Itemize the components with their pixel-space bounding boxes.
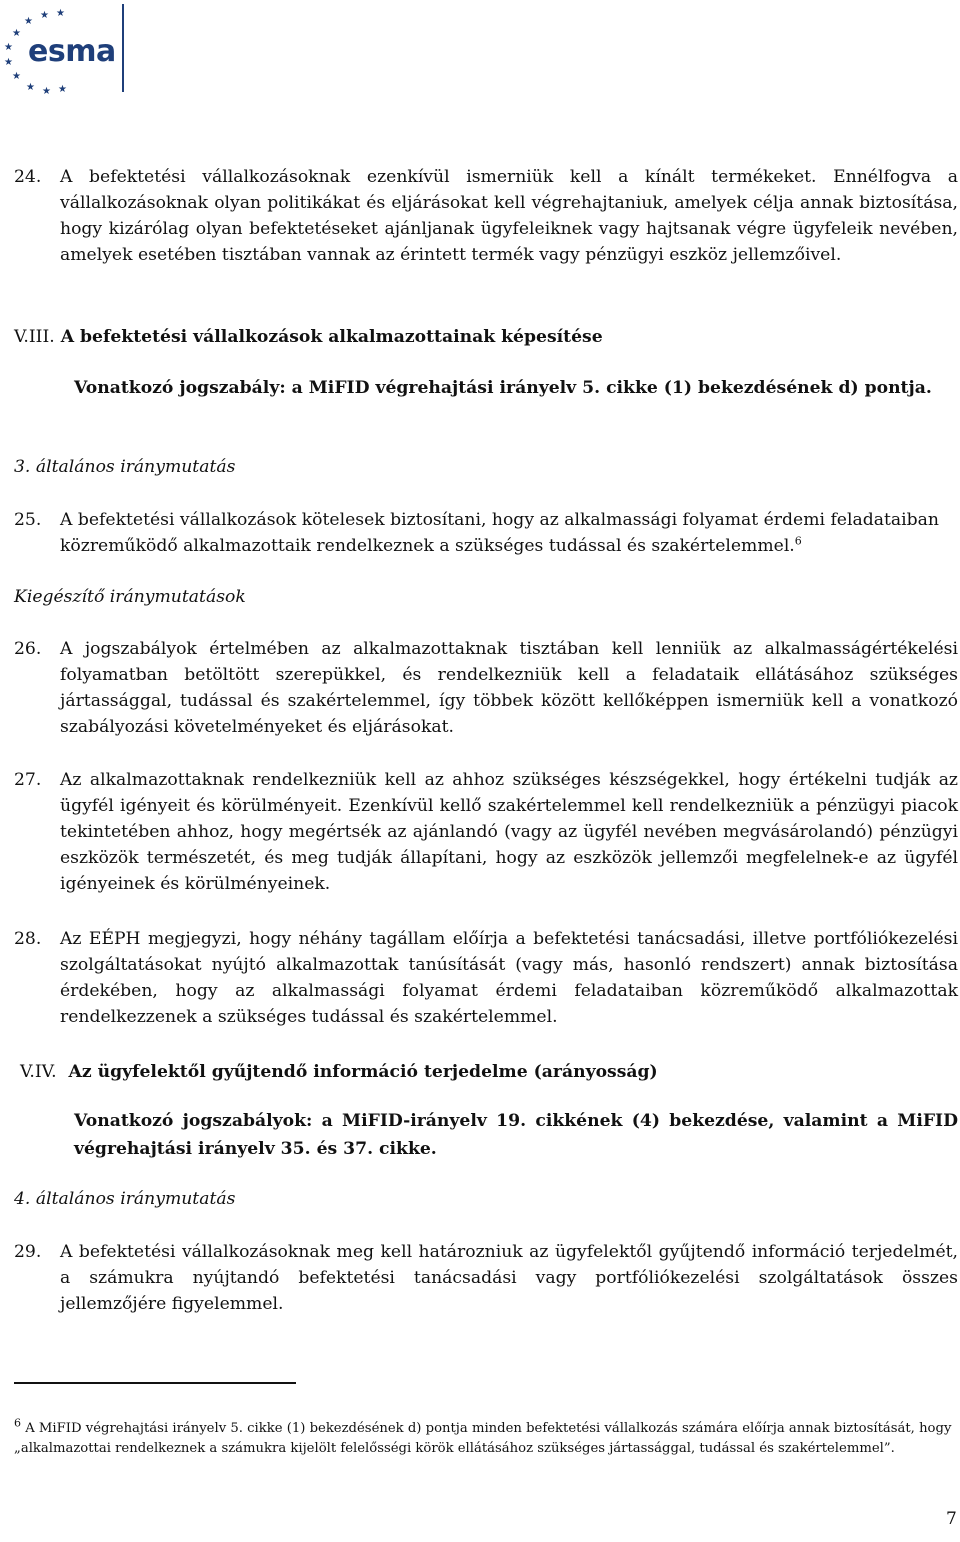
svg-text:★: ★ bbox=[56, 8, 65, 19]
legal-reference-v4: Vonatkozó jogszabályok: a MiFID-irányelv 19. cikkének (4) bekezdése, valamint a MiFID végrehajtási irányelv 35. és 37. cikke. bbox=[74, 1111, 958, 1159]
paragraph-number: 26. bbox=[14, 639, 42, 659]
guideline-heading-3: 3. általános iránymutatás bbox=[14, 457, 236, 477]
svg-text:★: ★ bbox=[4, 57, 13, 68]
section-number: V.IV. bbox=[20, 1062, 57, 1082]
svg-text:★: ★ bbox=[24, 16, 33, 27]
svg-text:★: ★ bbox=[42, 86, 51, 96]
paragraph-text: Az alkalmazottaknak rendelkezniük kell az ahhoz szükséges készségekkel, hogy értékelni tudják az ügyfél igényeit és körülményeit. Ezenkívül kellő szakértelemmel kell rendelkezniük a pénzügyi piacok tekintetében ahhoz, hogy megértsék az ajánlandó (vagy az ügyfél nevében megvásárolandó) pénzügyi eszközök természetét, és meg tudják állapítani, hogy az eszközök jellemzői megfelelnek-e az ügyfél igényeinek és körülményeinek. bbox=[60, 770, 958, 894]
paragraph-number: 29. bbox=[14, 1242, 42, 1262]
paragraph-26 bbox=[14, 636, 958, 740]
footnote-number: 6 bbox=[14, 1416, 21, 1430]
logo-divider bbox=[122, 4, 124, 92]
paragraph-number: 27. bbox=[14, 770, 42, 790]
footnote-reference[interactable]: 6 bbox=[794, 534, 802, 548]
section-number: V.III. bbox=[14, 327, 55, 347]
paragraph-text: A befektetési vállalkozásoknak meg kell határozniuk az ügyfelektől gyűjtendő információ terjedelmét, a számukra nyújtandó befektetési tanácsadási vagy portfóliókezelési szolgáltatások összes jellemzőjére figyelemmel. bbox=[60, 1242, 958, 1314]
svg-text:★: ★ bbox=[58, 84, 67, 95]
svg-text:★: ★ bbox=[4, 42, 13, 53]
paragraph-text: Az EÉPH megjegyzi, hogy néhány tagállam előírja a befektetési tanácsadási, illetve portfóliókezelési szolgáltatásokat nyújtó alkalmazottak tanúsítását (vagy más, hasonló rendszert) annak biztosítása érdekében, hogy az alkalmassági folyamat érdemi feladataiban közreműködő alkalmazottak rendelkezzenek a szükséges tudással és szakértelemmel. bbox=[60, 929, 958, 1027]
esma-logo bbox=[0, 0, 130, 96]
section-title: A befektetési vállalkozások alkalmazottainak képesítése bbox=[60, 327, 603, 347]
svg-text:★: ★ bbox=[40, 10, 49, 21]
section-heading-v4 bbox=[20, 1059, 658, 1085]
paragraph-27 bbox=[14, 767, 958, 897]
paragraph-number: 25. bbox=[14, 510, 42, 530]
paragraph-number: 28. bbox=[14, 929, 42, 949]
paragraph-29 bbox=[14, 1239, 958, 1317]
svg-text:★: ★ bbox=[12, 28, 21, 39]
paragraph-25 bbox=[14, 507, 958, 559]
logo-wordmark: esma bbox=[28, 34, 116, 69]
section-title: Az ügyfelektől gyűjtendő információ terjedelme (arányosság) bbox=[68, 1062, 658, 1082]
paragraph-number: 24. bbox=[14, 167, 42, 187]
footnote-divider bbox=[14, 1382, 296, 1384]
paragraph-text: A jogszabályok értelmében az alkalmazottaknak tisztában kell lenniük az alkalmasságértékelési folyamatban betöltött szerepükkel, és rendelkezniük kell a feladataik ellátásához szükséges jártassággal, tudással és szakértelemmel, így többek között kellőképpen ismerniük kell a vonatkozó szabályozási követelményeket és eljárásokat. bbox=[60, 639, 958, 737]
page-number: 7 bbox=[946, 1509, 957, 1529]
paragraph-body: A befektetési vállalkozások kötelesek biztosítani, hogy az alkalmassági folyamat érdemi feladataiban közreműködő alkalmazottaik rendelkeznek a szükséges tudással és szakértelemmel. bbox=[60, 510, 939, 556]
paragraph-text: A befektetési vállalkozásoknak ezenkívül ismerniük kell a kínált termékeket. Ennélfogva a vállalkozásoknak olyan politikákat és eljárásokat kell végrehajtaniuk, amelyek célja annak biztosítása, hogy kizárólag olyan befektetéseket ajánljanak ügyfeleiknek vagy hajtsanak végre ügyfeleik nevében, amelyek esetében tisztában vannak az érintett termék vagy pénzügyi eszköz jellemzőivel. bbox=[60, 167, 958, 265]
svg-text:★: ★ bbox=[26, 82, 35, 93]
paragraph-24 bbox=[14, 164, 958, 268]
svg-text:★: ★ bbox=[12, 71, 21, 82]
paragraph-text bbox=[60, 507, 958, 559]
section-heading-v3 bbox=[14, 324, 603, 350]
footnote-6 bbox=[14, 1416, 958, 1459]
supplementary-guidelines-heading: Kiegészítő iránymutatások bbox=[14, 587, 246, 607]
guideline-heading-4: 4. általános iránymutatás bbox=[14, 1189, 236, 1209]
legal-reference-v3: Vonatkozó jogszabály: a MiFID végrehajtási irányelv 5. cikke (1) bekezdésének d) pontja. bbox=[74, 378, 932, 398]
paragraph-28 bbox=[14, 926, 958, 1030]
footnote-text: A MiFID végrehajtási irányelv 5. cikke (1) bekezdésének d) pontja minden befektetési vállalkozás számára előírja annak biztosítását, hogy „alkalmazottai rendelkeznek a számukra kijelölt felelősségi körök ellátásához szükséges jártassággal, tudással és szakértelemmel”. bbox=[14, 1421, 952, 1456]
